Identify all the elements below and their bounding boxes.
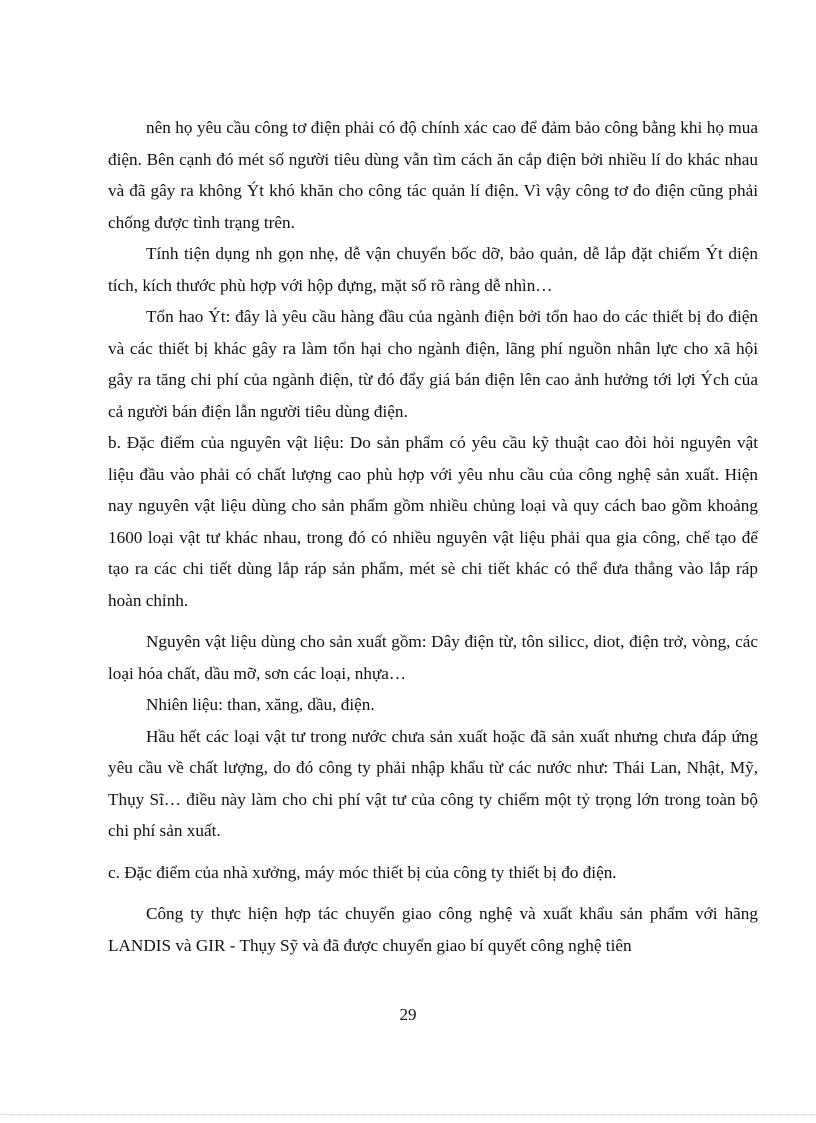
paragraph-low-loss: Tổn hao Ýt: đây là yêu cầu hàng đầu của ngành điện bởi tổn hao do các thiết bị đo điện và các thiết bị khác gây ra làm tổn hại cho ngành điện, lãng phí nguồn nhân lực cho xã hội gây ra tăng chi phí của ngành điện, từ đó đẩy giá bán điện lên cao ảnh hưởng tới lợi Ých của cả người bán điện lẫn người tiêu dùng điện. [108,307,758,421]
body-text [108,112,758,961]
page-number: 29 [399,1005,417,1024]
paragraph-factory-heading: c. Đặc điểm của nhà xưởng, máy móc thiết bị của công ty thiết bị đo điện. [108,862,617,882]
paragraph-technology-transfer: Công ty thực hiện hợp tác chuyển giao công nghệ và xuất khẩu sản phẩm với hãng LANDIS và GIR - Thụy Sỹ và đã được chuyển giao bí quyết công nghệ tiên [108,904,758,955]
paragraph-materials-heading: b. Đặc điểm của nguyên vật liệu: Do sản phẩm có yêu cầu kỹ thuật cao đòi hỏi nguyên vật liệu đầu vào phải có chất lượng cao phù hợp với yêu nhu cầu của công nghệ sản xuất. Hiện nay nguyên vật liệu dùng cho sản phẩm gồm nhiều chủng loại và quy cách bao gồm khoảng 1600 loại vật tư khác nhau, trong đó có nhiều nguyên vật liệu phải qua gia công, chế tạo để tạo ra các chi tiết dùng lắp ráp sản phẩm, mét sè chi tiết khác có thể đưa thẳng vào lắp ráp hoàn chỉnh. [108,433,758,610]
paragraph-materials-list: Nguyên vật liệu dùng cho sản xuất gồm: Dây điện từ, tôn silicc, diot, điện trở, vòng, các loại hóa chất, dầu mỡ, sơn các loại, nhựa… [108,632,758,683]
paragraph-convenience: Tính tiện dụng nh gọn nhẹ, dễ vận chuyển bốc dỡ, bảo quản, dễ lắp đặt chiếm Ýt diện tích, kích thước phù hợp với hộp đựng, mặt số rõ ràng dễ nhìn… [108,244,758,295]
paragraph-fuel: Nhiên liệu: than, xăng, dầu, điện. [146,695,375,714]
paragraph-meter-accuracy: nên họ yêu cầu công tơ điện phải có độ chính xác cao để đảm bảo công bằng khi họ mua điện. Bên cạnh đó mét số người tiêu dùng vẫn tìm cách ăn cắp điện bởi nhiều lí do khác nhau và đã gây ra không Ýt khó khăn cho công tác quản lí điện. Vì vậy công tơ đo điện cũng phải chống được tình trạng trên. [108,118,758,232]
page-bottom-divider [0,1114,816,1115]
paragraph-imports: Hầu hết các loại vật tư trong nước chưa sản xuất hoặc đã sản xuất nhưng chưa đáp ứng yêu cầu về chất lượng, do đó công ty phải nhập khẩu từ các nước như: Thái Lan, Nhật, Mỹ, Thụy Sĩ… điều này làm cho chi phí vật tư của công ty chiếm một tỷ trọng lớn trong toàn bộ chi phí sản xuất. [108,726,758,840]
